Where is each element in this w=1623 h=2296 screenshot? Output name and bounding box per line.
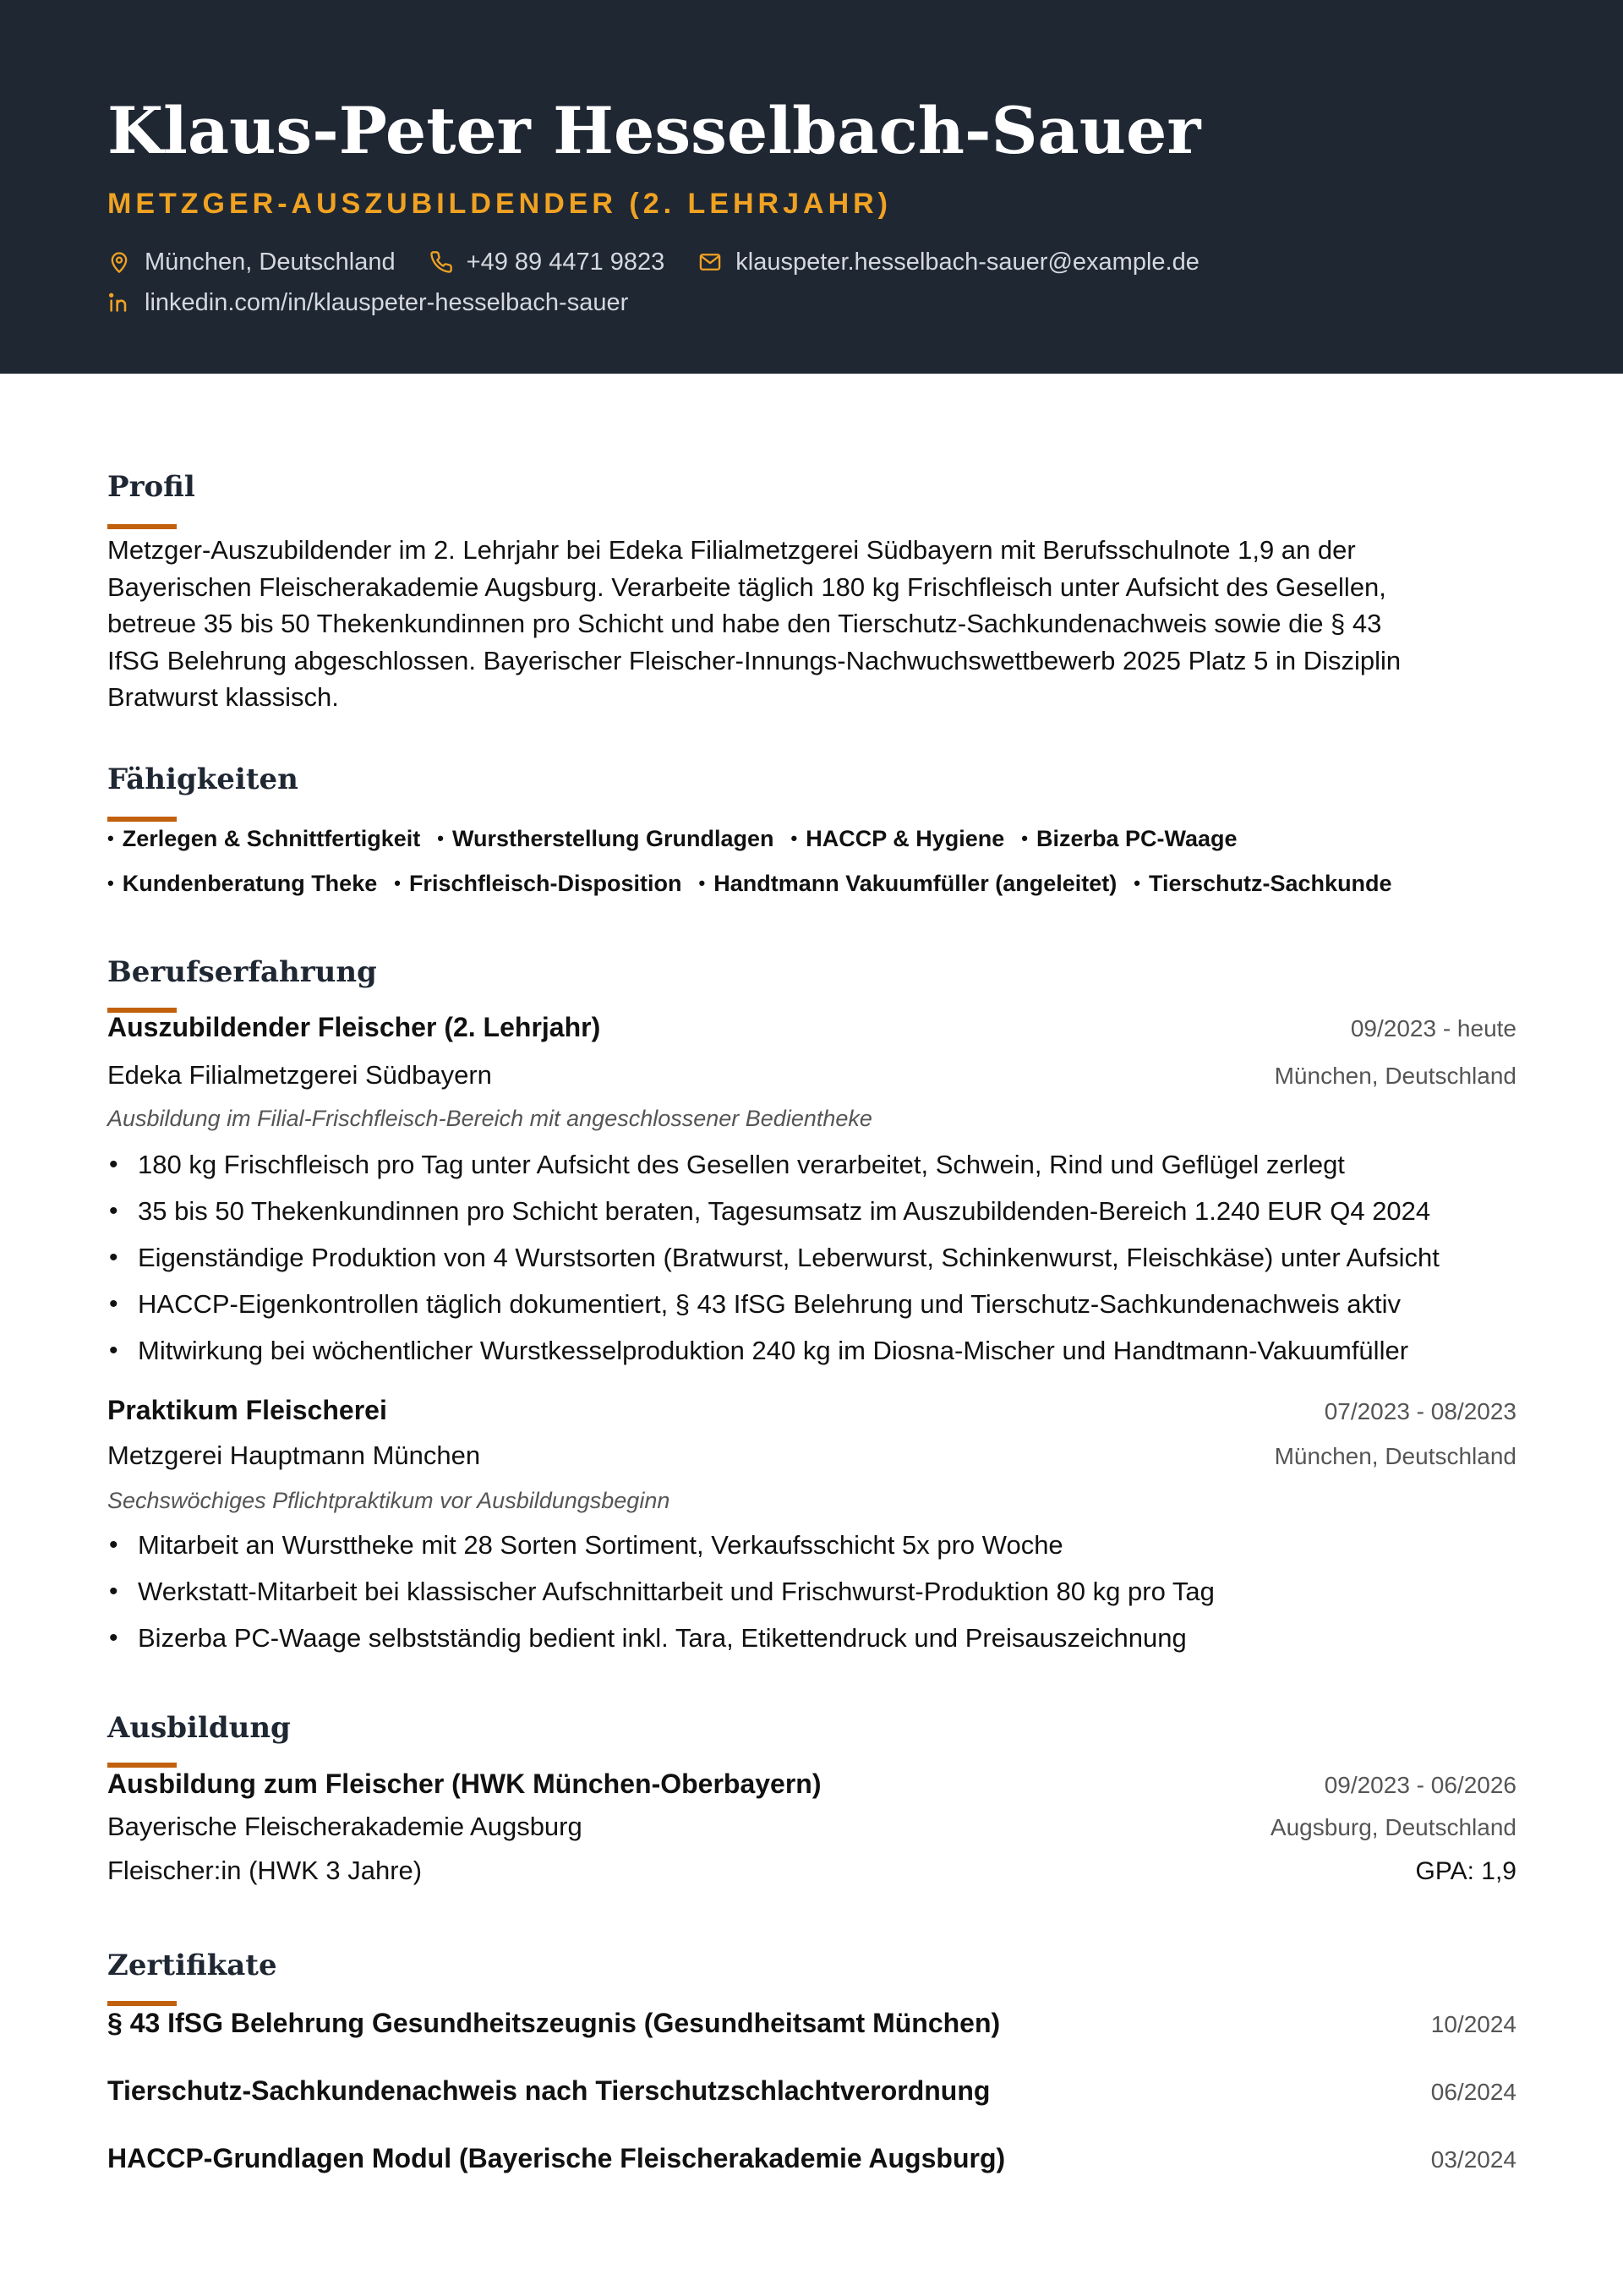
job-title: Auszubildender Fleischer (2. Lehrjahr) (107, 1012, 601, 1042)
education-title: Ausbildung zum Fleischer (HWK München-Oberbayern) (107, 1768, 822, 1799)
company-name: Edeka Filialmetzgerei Südbayern (107, 1060, 492, 1090)
skill-tag: • Wurstherstellung Grundlagen (437, 825, 774, 851)
certificate-title: § 43 IfSG Belehrung Gesundheitszeugnis (Gesundheitsamt München) (107, 2008, 1001, 2038)
certificate-row (107, 2075, 1516, 2107)
certificate-title: HACCP-Grundlagen Modul (Bayerische Fleischerakademie Augsburg) (107, 2143, 1006, 2173)
phone-text: +49 89 4471 9823 (466, 248, 665, 276)
contact-row-2 (107, 286, 662, 320)
certificate-date: 10/2024 (1430, 2011, 1516, 2037)
degree-name: Fleischer:in (HWK 3 Jahre) (107, 1856, 423, 1885)
location-text: München, Deutschland (145, 248, 396, 276)
certificate-row (107, 2008, 1516, 2039)
job-title: Praktikum Fleischerei (107, 1395, 387, 1425)
job-location: München, Deutschland (1274, 1443, 1516, 1469)
skill-tag: • Handtmann Vakuumfüller (angeleitet) (698, 870, 1118, 896)
list-item: • Eigenständige Produktion von 4 Wurstsorten (Bratwurst, Leberwurst, Schinkenwurst, Fleischkäse) unter Aufsicht (107, 1241, 1544, 1287)
job-company-row (107, 1060, 1516, 1091)
phone-icon (429, 250, 453, 274)
job-description: Sechswöchiges Pflichtpraktikum vor Ausbildungsbeginn (107, 1488, 670, 1513)
list-item: • 35 bis 50 Thekenkundinnen pro Schicht beraten, Tagesumsatz im Auszubildenden-Bereich 1.240 EUR Q4 2024 (107, 1194, 1544, 1241)
skill-tag: • Tierschutz-Sachkunde (1134, 870, 1392, 896)
profile-line: Bayerischen Fleischerakademie Augsburg. Verarbeite täglich 180 kg Frischfleisch unter Aufsicht des Gesellen, (107, 571, 1386, 602)
school-location: Augsburg, Deutschland (1270, 1814, 1516, 1840)
job-date: 07/2023 - 08/2023 (1324, 1398, 1516, 1424)
skill-tag: • Kundenberatung Theke (107, 870, 378, 896)
list-item: • Mitwirkung bei wöchentlicher Wurstkesselproduktion 240 kg im Diosna-Mischer und Handtmann-Vakuumfüller (107, 1334, 1544, 1380)
job-subtitle: METZGER-AUSZUBILDENDER (2. LEHRJAHR) (107, 188, 892, 220)
profile-line: betreue 35 bis 50 Thekenkundinnen pro Schicht und habe den Tierschutz-Sachkundenachweis sowie die § 43 (107, 609, 1382, 638)
skills-row (107, 866, 1409, 900)
skill-tag: • Frischfleisch-Disposition (394, 870, 682, 896)
contact-phone[interactable] (429, 249, 665, 276)
section-title-certificates: Zertifikate (107, 1949, 277, 1982)
profile-summary (107, 532, 1519, 716)
profile-line: Bratwurst klassisch. (107, 682, 339, 712)
list-item: • Werkstatt-Mitarbeit bei klassischer Aufschnittarbeit und Frischwurst-Produktion 80 kg pro Tag (107, 1575, 1544, 1621)
gpa-value: GPA: 1,9 (1415, 1857, 1516, 1885)
contact-location (107, 249, 396, 276)
job-company-row (107, 1440, 1516, 1471)
section-underline (107, 1763, 177, 1768)
contact-row (107, 245, 1233, 279)
education-date: 09/2023 - 06/2026 (1324, 1772, 1516, 1798)
section-title-skills: Fähigkeiten (107, 763, 298, 796)
linkedin-text: linkedin.com/in/klauspeter-hesselbach-sauer (145, 288, 629, 316)
job-date: 09/2023 - heute (1350, 1015, 1516, 1041)
job-bullets (107, 1148, 1544, 1380)
email-text: klauspeter.hesselbach-sauer@example.de (735, 248, 1199, 276)
job-location: München, Deutschland (1274, 1063, 1516, 1089)
list-item: • Bizerba PC-Waage selbstständig bedient inkl. Tara, Etikettendruck und Preisauszeichnung (107, 1621, 1544, 1668)
list-item: • 180 kg Frischfleisch pro Tag unter Aufsicht des Gesellen verarbeitet, Schwein, Rind und Geflügel zerlegt (107, 1148, 1544, 1194)
contact-linkedin[interactable] (107, 289, 628, 317)
skill-tag: • HACCP & Hygiene (790, 825, 1005, 851)
list-item: • Mitarbeit an Wursttheke mit 28 Sorten Sortiment, Verkaufsschicht 5x pro Woche (107, 1528, 1544, 1575)
certificate-row (107, 2143, 1516, 2174)
list-item: • HACCP-Eigenkontrollen täglich dokumentiert, § 43 IfSG Belehrung und Tierschutz-Sachkundenachweis aktiv (107, 1287, 1544, 1334)
section-underline (107, 524, 177, 529)
linkedin-icon (107, 291, 131, 314)
job-bullets (107, 1528, 1544, 1668)
company-name: Metzgerei Hauptmann München (107, 1440, 481, 1470)
skill-tag: • Bizerba PC-Waage (1021, 825, 1238, 851)
job-description: Ausbildung im Filial-Frischfleisch-Bereich mit angeschlossener Bedientheke (107, 1106, 872, 1131)
resume-header (0, 0, 1623, 374)
education-degree-row (107, 1856, 1516, 1886)
mail-icon (698, 250, 722, 274)
skills-row (107, 822, 1254, 856)
school-name: Bayerische Fleischerakademie Augsburg (107, 1812, 582, 1841)
map-pin-icon (107, 250, 131, 274)
job-header (107, 1012, 1516, 1043)
education-school-row (107, 1812, 1516, 1842)
contact-email[interactable] (698, 249, 1199, 276)
section-title-education: Ausbildung (107, 1711, 291, 1745)
certificate-date: 06/2024 (1430, 2079, 1516, 2105)
section-title-experience: Berufserfahrung (107, 955, 377, 989)
profile-line: Metzger-Auszubildender im 2. Lehrjahr bei Edeka Filialmetzgerei Südbayern mit Berufsschulnote 1,9 an der (107, 535, 1356, 565)
profile-line: IfSG Belehrung abgeschlossen. Bayerischer Fleischer-Innungs-Nachwuchswettbewerb 2025 Platz 5 in Disziplin (107, 645, 1402, 675)
job-header (107, 1395, 1516, 1426)
skill-tag: • Zerlegen & Schnittfertigkeit (107, 825, 421, 851)
education-header (107, 1768, 1516, 1800)
section-title-profile: Profil (107, 470, 195, 504)
certificate-title: Tierschutz-Sachkundenachweis nach Tierschutzschlachtverordnung (107, 2075, 991, 2106)
candidate-name: Klaus-Peter Hesselbach-Sauer (107, 93, 1201, 168)
section-underline (107, 2001, 177, 2006)
certificate-date: 03/2024 (1430, 2146, 1516, 2173)
